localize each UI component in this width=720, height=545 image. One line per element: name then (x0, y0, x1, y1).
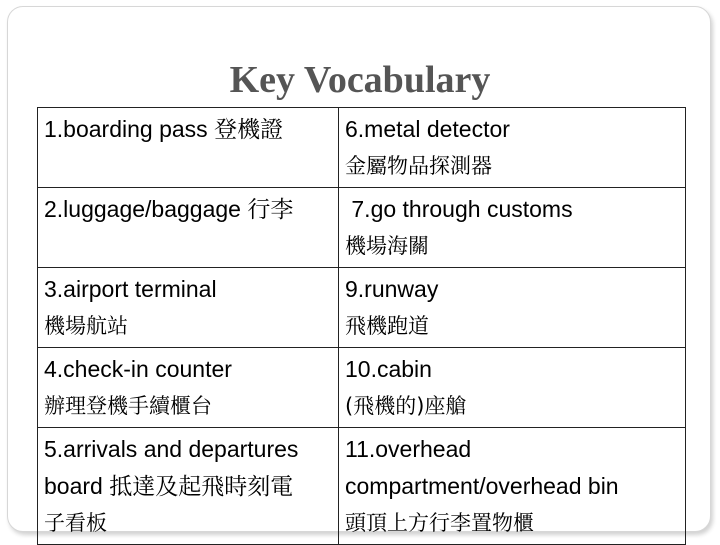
vocab-term: 4.check-in counter (44, 356, 232, 382)
vocab-term: 6.metal detector (345, 116, 510, 142)
table-row (38, 348, 686, 428)
vocab-translation: (飛機的)座艙 (345, 394, 467, 418)
vocabulary-table (37, 107, 686, 545)
vocab-translation: 頭頂上方行李置物櫃 (345, 511, 534, 535)
vocab-cell-left (38, 268, 339, 348)
vocab-translation: 機場海關 (345, 234, 429, 258)
table-row (38, 428, 686, 545)
vocab-term-continued: board 抵達及起飛時刻電 (44, 473, 294, 499)
vocab-term: 5.arrivals and departures (44, 436, 299, 462)
table-row (38, 268, 686, 348)
vocab-translation: 辦理登機手續櫃台 (44, 394, 212, 418)
vocab-cell-right (339, 348, 686, 428)
vocab-term: 9.runway (345, 276, 439, 302)
vocab-term: 1.boarding pass 登機證 (44, 116, 284, 142)
vocab-term: 10.cabin (345, 356, 432, 382)
vocab-cell-right (339, 268, 686, 348)
vocab-cell-right (339, 428, 686, 545)
vocab-cell-left (38, 188, 339, 268)
table-row (38, 188, 686, 268)
vocab-cell-right (339, 188, 686, 268)
table-row (38, 108, 686, 188)
vocab-translation: 金屬物品探測器 (345, 154, 492, 178)
vocab-cell-left (38, 428, 339, 545)
vocab-term: 11.overhead (345, 436, 472, 462)
vocab-cell-left (38, 108, 339, 188)
vocab-term: 3.airport terminal (44, 276, 217, 302)
vocab-translation: 機場航站 (44, 314, 128, 338)
vocab-cell-right (339, 108, 686, 188)
slide-title: Key Vocabulary (229, 59, 491, 101)
vocab-term-continued: compartment/overhead bin (345, 473, 619, 499)
vocab-translation: 子看板 (44, 511, 107, 535)
vocab-term: 7.go through customs (345, 196, 573, 222)
vocab-translation: 飛機跑道 (345, 314, 429, 338)
vocab-term: 2.luggage/baggage 行李 (44, 196, 294, 222)
vocab-cell-left (38, 348, 339, 428)
